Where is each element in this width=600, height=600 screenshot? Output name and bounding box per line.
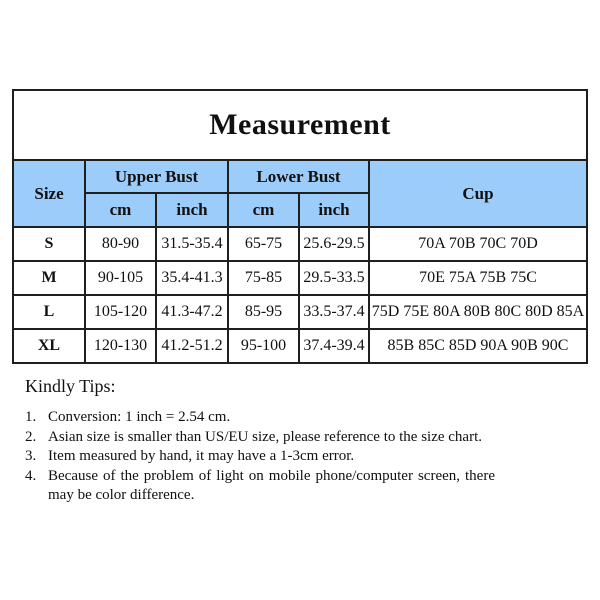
measurement-table	[12, 89, 588, 364]
table-row-l	[13, 295, 587, 329]
col-header-upper-inch: inch	[156, 193, 228, 227]
table-row-xl	[13, 329, 587, 363]
table-title: Measurement	[13, 90, 587, 160]
cell-upper-inch: 41.3-47.2	[156, 295, 228, 329]
cell-lower-cm: 95-100	[228, 329, 299, 363]
col-header-lower-bust: Lower Bust	[228, 160, 369, 193]
tip-text: Conversion: 1 inch = 2.54 cm.	[48, 409, 231, 425]
tip-item-1	[25, 408, 495, 428]
cell-upper-cm: 90-105	[85, 261, 156, 295]
cell-lower-inch: 25.6-29.5	[299, 227, 369, 261]
tip-item-3	[25, 447, 495, 467]
cell-upper-inch: 31.5-35.4	[156, 227, 228, 261]
table-row-s	[13, 227, 587, 261]
cell-lower-inch: 37.4-39.4	[299, 329, 369, 363]
cell-lower-cm: 75-85	[228, 261, 299, 295]
cell-lower-cm: 65-75	[228, 227, 299, 261]
cell-upper-inch: 41.2-51.2	[156, 329, 228, 363]
cell-cup: 75D 75E 80A 80B 80C 80D 85A	[369, 295, 587, 329]
cell-upper-cm: 80-90	[85, 227, 156, 261]
col-header-lower-cm: cm	[228, 193, 299, 227]
cell-cup: 70E 75A 75B 75C	[369, 261, 587, 295]
cell-cup: 70A 70B 70C 70D	[369, 227, 587, 261]
tips-heading: Kindly Tips:	[25, 376, 116, 396]
cell-lower-inch: 33.5-37.4	[299, 295, 369, 329]
tip-text: Item measured by hand, it may have a 1-3cm error.	[48, 448, 355, 464]
table-row-m	[13, 261, 587, 295]
kindly-tips-section	[25, 376, 495, 506]
col-header-size: Size	[13, 160, 85, 227]
cell-size: XL	[13, 329, 85, 363]
cell-upper-cm: 120-130	[85, 329, 156, 363]
tip-text: Because of the problem of light on mobile phone/computer screen, there may be color difference.	[48, 467, 495, 503]
cell-upper-cm: 105-120	[85, 295, 156, 329]
tip-number: 1.	[25, 409, 37, 425]
cell-lower-cm: 85-95	[228, 295, 299, 329]
tip-number: 4.	[25, 467, 37, 484]
col-header-upper-cm: cm	[85, 193, 156, 227]
tip-number: 2.	[25, 428, 37, 445]
cell-cup: 85B 85C 85D 90A 90B 90C	[369, 329, 587, 363]
tip-item-4	[25, 467, 495, 506]
col-header-lower-inch: inch	[299, 193, 369, 227]
cell-size: S	[13, 227, 85, 261]
tip-item-2	[25, 428, 495, 448]
cell-lower-inch: 29.5-33.5	[299, 261, 369, 295]
tip-text: Asian size is smaller than US/EU size, please reference to the size chart.	[48, 428, 482, 445]
cell-size: M	[13, 261, 85, 295]
col-header-upper-bust: Upper Bust	[85, 160, 228, 193]
cell-size: L	[13, 295, 85, 329]
cell-upper-inch: 35.4-41.3	[156, 261, 228, 295]
table-header-row-groups	[13, 160, 587, 193]
col-header-cup: Cup	[369, 160, 587, 227]
table-title-row	[13, 90, 587, 160]
tip-number: 3.	[25, 448, 37, 464]
